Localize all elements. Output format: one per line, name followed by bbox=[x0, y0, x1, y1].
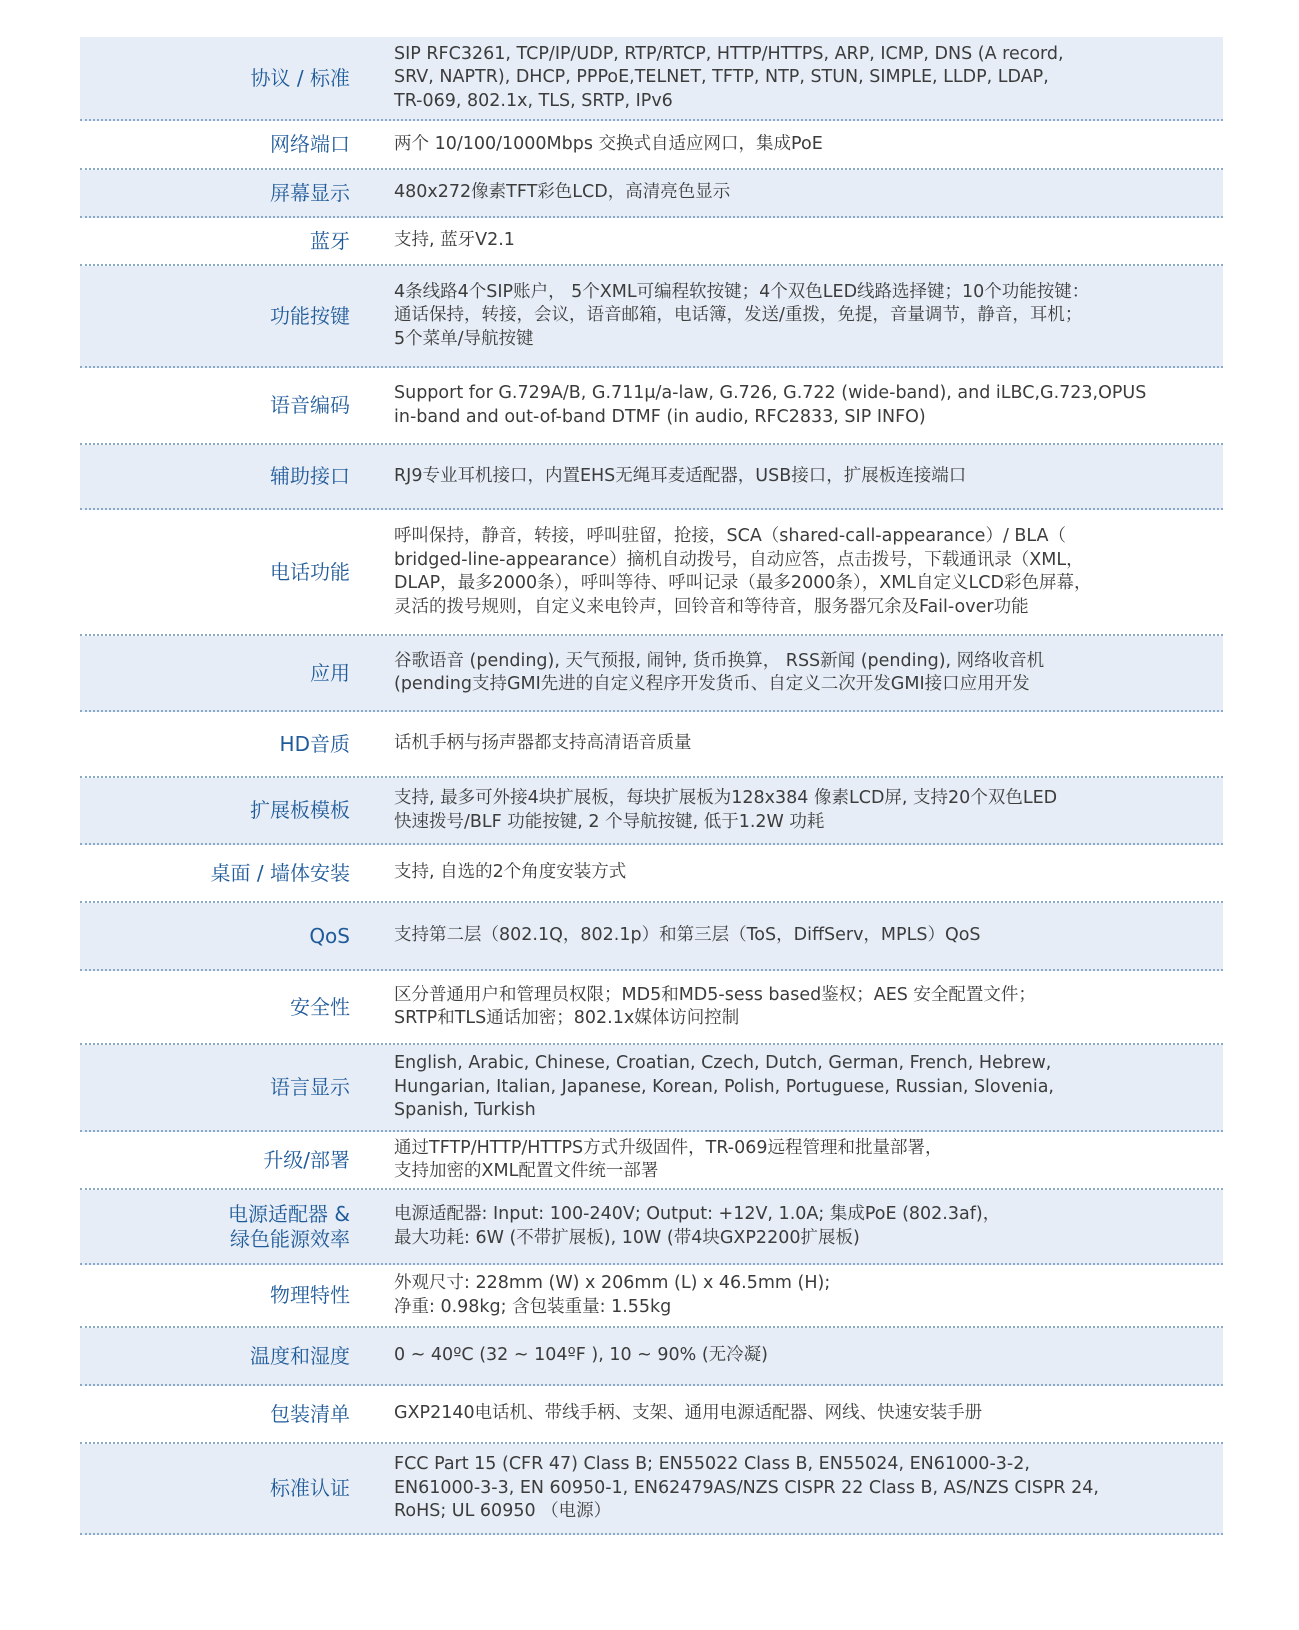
spec-label: 协议 / 标准 bbox=[250, 65, 350, 90]
spec-row-qos bbox=[80, 903, 1223, 971]
spec-value: English, Arabic, Chinese, Croatian, Czech, Dutch, German, French, Hebrew, Hungarian, Italian, Japanese, Korean, Polish, Portuguese, Russian, Slovenia, Spanish, Turkish bbox=[394, 1053, 1054, 1121]
spec-value: 支持, 自选的2个角度安装方式 bbox=[394, 862, 627, 883]
spec-value: 支持, 蓝牙V2.1 bbox=[394, 230, 515, 251]
spec-label: 温度和湿度 bbox=[250, 1343, 350, 1368]
spec-label: QoS bbox=[309, 923, 350, 948]
spec-row-power bbox=[80, 1190, 1223, 1265]
spec-value: GXP2140电话机、带线手柄、支架、通用电源适配器、网线、快速安装手册 bbox=[394, 1403, 983, 1424]
spec-row-physical bbox=[80, 1265, 1223, 1328]
spec-value: 通过TFTP/HTTP/HTTPS方式升级固件，TR-069远程管理和批量部署， 支持加密的XML配置文件统一部署 bbox=[394, 1137, 943, 1181]
spec-value: Support for G.729A/B, G.711μ/a-law, G.726, G.722 (wide-band), and iLBC,G.723,OPUS in-band and out-of-band DTMF (in audio, RFC2833, SIP INFO) bbox=[394, 383, 1147, 427]
spec-row-certifications bbox=[80, 1444, 1223, 1535]
spec-value: 呼叫保持，静音，转接，呼叫驻留，抢接，SCA（shared-call-appearance）/ BLA（ bridged-line-appearance）摘机自动拨号，自动应答，点击拨号，下载通讯录（XML， DLAP，最多2000条），呼叫等待、呼叫记录（最多2000条），XML自定义LCD彩色屏幕， 灵活的拨号规则，自定义来电铃声，回铃音和等待音，服务器冗余及Fail-over功能 bbox=[394, 526, 1092, 617]
spec-label: 语言显示 bbox=[270, 1075, 350, 1099]
spec-value: 电源适配器: Input: 100-240V; Output: +12V, 1.0A; 集成PoE (802.3af)， 最大功耗: 6W (不带扩展板), 10W (带4块GXP2200扩展板) bbox=[394, 1204, 1001, 1248]
spec-value: 谷歌语音 (pending), 天气预报, 闹钟, 货币换算， RSS新闻 (pending), 网络收音机 (pending支持GMI先进的自定义程序开发货币、自定义二次开发GMI接口应用开发 bbox=[394, 650, 1045, 694]
spec-label: 包装清单 bbox=[270, 1401, 350, 1426]
spec-row-display bbox=[80, 170, 1223, 218]
spec-row-applications bbox=[80, 636, 1223, 712]
spec-value: 0 ~ 40ºC (32 ~ 104ºF ), 10 ~ 90% (无冷凝) bbox=[394, 1345, 769, 1366]
spec-label: 应用 bbox=[310, 660, 350, 685]
spec-row-temperature-humidity bbox=[80, 1328, 1223, 1386]
spec-value: 两个 10/100/1000Mbps 交换式自适应网口，集成PoE bbox=[394, 133, 823, 154]
spec-row-voice-codecs bbox=[80, 368, 1223, 445]
spec-label: 辅助接口 bbox=[270, 464, 350, 488]
spec-label: 升级/部署 bbox=[263, 1147, 350, 1172]
spec-row-protocols bbox=[80, 37, 1223, 121]
spec-label: 扩展板模板 bbox=[250, 798, 350, 822]
spec-label: 电话功能 bbox=[270, 559, 350, 584]
spec-value: RJ9专业耳机接口，内置EHS无绳耳麦适配器，USB接口，扩展板连接端口 bbox=[394, 465, 967, 486]
spec-row-telephony-features bbox=[80, 510, 1223, 636]
spec-label: HD音质 bbox=[279, 731, 350, 756]
spec-row-bluetooth bbox=[80, 218, 1223, 266]
spec-value: 外观尺寸: 228mm (W) x 206mm (L) x 46.5mm (H); 净重: 0.98kg; 含包装重量: 1.55kg bbox=[394, 1273, 831, 1317]
spec-row-hd-audio bbox=[80, 712, 1223, 778]
spec-value: 支持第二层（802.1Q，802.1p）和第三层（ToS，DiffServ，MPLS）QoS bbox=[394, 925, 981, 946]
spec-value: 4条线路4个SIP账户， 5个XML可编程软按键；4个双色LED线路选择键；10个功能按键： 通话保持，转接，会议，语音邮箱，电话簿，发送/重拨，免提，音量调节，静音，耳机； 5个菜单/导航按键 bbox=[394, 281, 1090, 349]
spec-table bbox=[80, 37, 1223, 1535]
spec-value: FCC Part 15 (CFR 47) Class B; EN55022 Class B, EN55024, EN61000-3-2, EN61000-3-3, EN 60950-1, EN62479AS/NZS CISPR 22 Class B, AS/NZS CISPR 24, RoHS; UL 60950 （电源） bbox=[394, 1454, 1099, 1522]
spec-row-expansion-module bbox=[80, 778, 1223, 845]
spec-row-upgrade-deploy bbox=[80, 1132, 1223, 1190]
spec-row-network-ports bbox=[80, 121, 1223, 170]
spec-row-package-contents bbox=[80, 1386, 1223, 1444]
spec-label: 标准认证 bbox=[270, 1476, 350, 1500]
spec-label: 电源适配器 & 绿色能源效率 bbox=[228, 1201, 350, 1251]
spec-row-languages bbox=[80, 1045, 1223, 1132]
spec-row-function-keys bbox=[80, 266, 1223, 368]
spec-label: 语音编码 bbox=[270, 393, 350, 417]
spec-label: 安全性 bbox=[290, 994, 350, 1019]
spec-label: 物理特性 bbox=[270, 1283, 350, 1307]
spec-value: 区分普通用户和管理员权限；MD5和MD5-sess based鉴权；AES 安全配置文件； SRTP和TLS通话加密；802.1x媒体访问控制 bbox=[394, 984, 1036, 1028]
spec-label: 屏幕显示 bbox=[270, 180, 350, 205]
spec-value: 支持, 最多可外接4块扩展板，每块扩展板为128x384 像素LCD屏, 支持20个双色LED 快速拨号/BLF 功能按键, 2 个导航按键, 低于1.2W 功耗 bbox=[394, 788, 1058, 832]
spec-value: 话机手柄与扬声器都支持高清语音质量 bbox=[394, 733, 692, 754]
spec-row-aux-ports bbox=[80, 445, 1223, 510]
spec-value: 480x272像素TFT彩色LCD，高清亮色显示 bbox=[394, 182, 731, 203]
spec-label: 桌面 / 墙体安装 bbox=[210, 860, 350, 885]
spec-label: 网络端口 bbox=[270, 132, 350, 156]
spec-label: 功能按键 bbox=[270, 303, 350, 328]
spec-value: SIP RFC3261, TCP/IP/UDP, RTP/RTCP, HTTP/HTTPS, ARP, ICMP, DNS (A record, SRV, NAPTR), DHCP, PPPoE,TELNET, TFTP, NTP, STUN, SIMPLE, LLDP, LDAP, TR-069, 802.1x, TLS, SRTP, IPv6 bbox=[394, 43, 1064, 111]
spec-label: 蓝牙 bbox=[310, 228, 350, 253]
spec-row-security bbox=[80, 971, 1223, 1045]
spec-row-mounting bbox=[80, 845, 1223, 903]
